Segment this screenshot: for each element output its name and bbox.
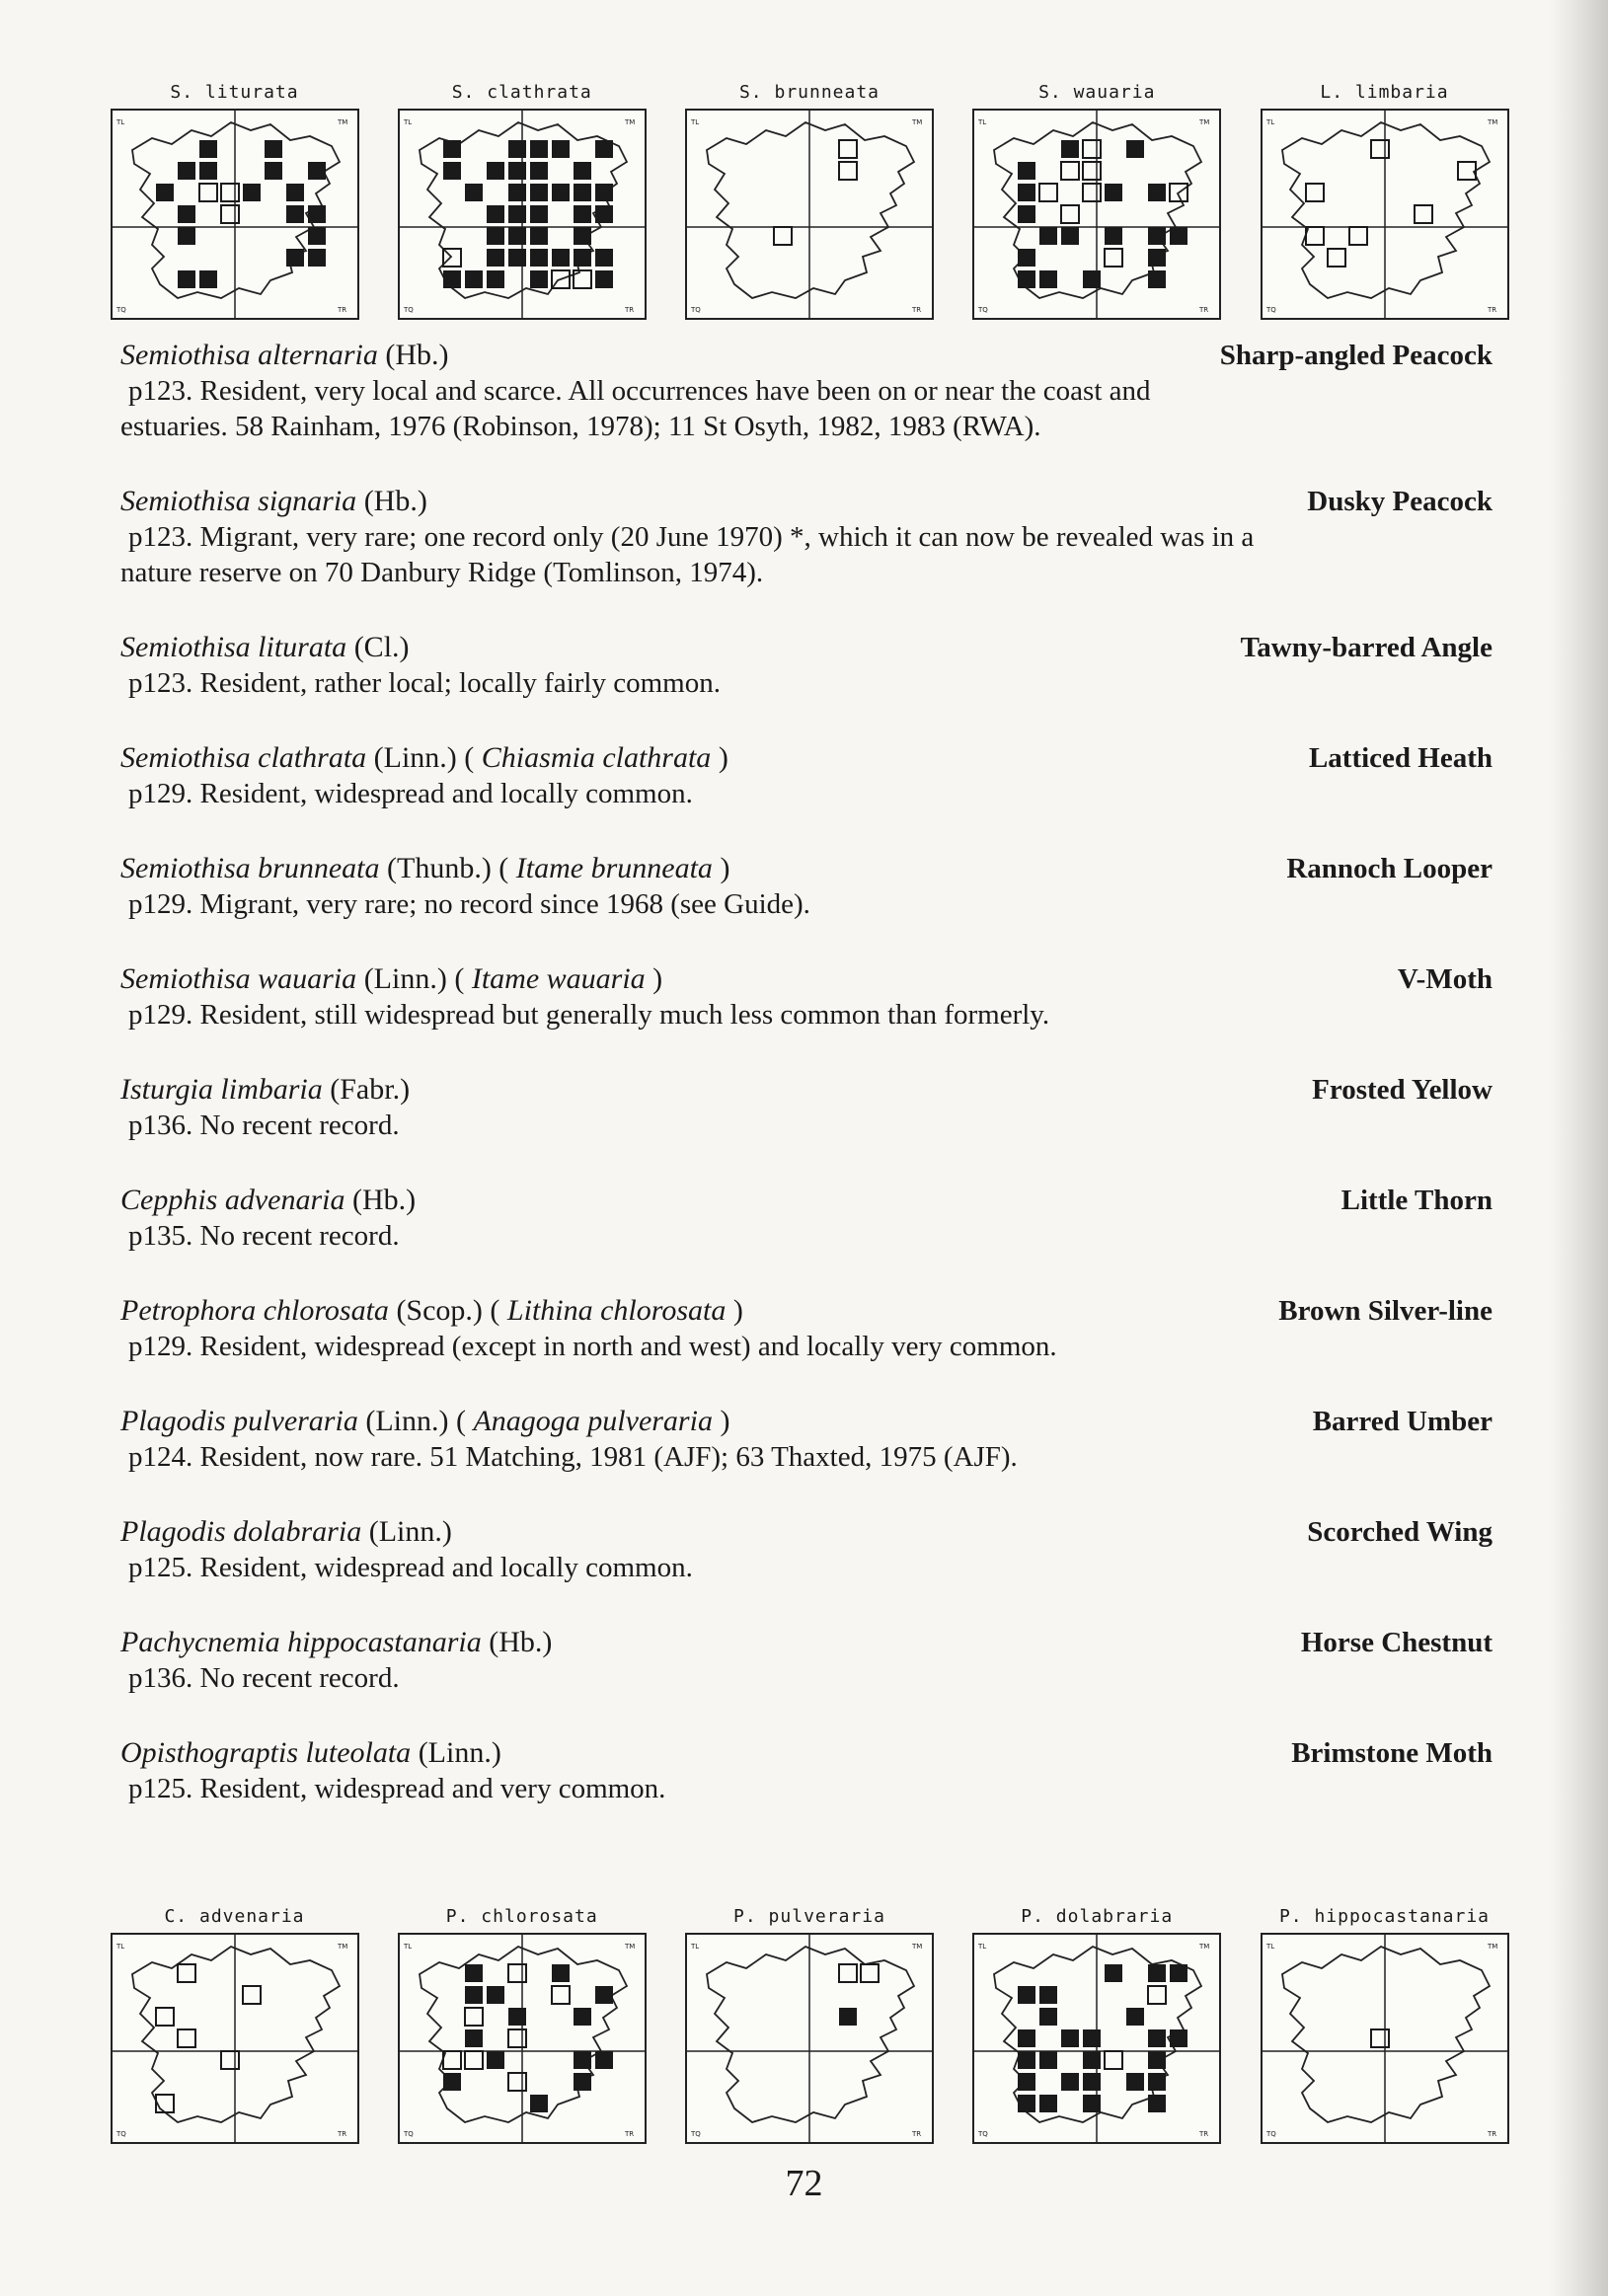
svg-text:TR: TR — [624, 306, 634, 314]
author: (Hb.) — [356, 485, 427, 517]
svg-text:TM: TM — [1199, 118, 1210, 126]
scientific-name: Cepphis advenaria — [120, 1184, 345, 1216]
entry-heading — [120, 961, 1493, 997]
entry-heading — [120, 740, 1493, 776]
entry-text: p129. Resident, widespread (except in north and west) and locally very common. — [128, 1331, 1057, 1362]
svg-text:TL: TL — [115, 1943, 124, 1951]
scientific-name-line — [120, 1625, 552, 1660]
scientific-name: Semiothisa alternaria — [120, 339, 378, 371]
svg-text:TQ: TQ — [115, 2130, 126, 2138]
scientific-name: Pachycnemia hippocastanaria — [120, 1626, 482, 1658]
species-entry — [120, 1735, 1493, 1806]
svg-text:TL: TL — [1265, 1943, 1274, 1951]
scientific-name-line — [120, 630, 410, 665]
svg-text:TM: TM — [624, 1943, 636, 1951]
scientific-name-line — [120, 851, 729, 886]
svg-text:TQ: TQ — [691, 306, 701, 314]
scientific-name-line — [120, 1293, 743, 1329]
common-name: Barred Umber — [1312, 1406, 1493, 1437]
map-label: S. brunneata — [738, 82, 881, 103]
entry-heading — [120, 1404, 1493, 1439]
essex-map-image — [685, 1933, 934, 2144]
entry-text: p129. Migrant, very rare; no record since 1968 (see Guide). — [128, 888, 810, 920]
entry-text: p124. Resident, now rare. 51 Matching, 1981 (AJF); 63 Thaxted, 1975 (AJF). — [128, 1441, 1018, 1473]
common-name: Latticed Heath — [1308, 742, 1493, 774]
svg-text:TQ: TQ — [1265, 306, 1276, 314]
svg-text:TR: TR — [337, 2130, 346, 2138]
entry-heading — [120, 1625, 1493, 1660]
scientific-name-line — [120, 484, 427, 519]
distribution-map — [109, 1905, 360, 2144]
synonym: Itame brunneata — [515, 852, 713, 884]
common-name: Rannoch Looper — [1286, 853, 1493, 884]
essex-map-image — [398, 109, 647, 320]
scientific-name-line — [120, 1404, 729, 1439]
map-label: S. liturata — [170, 82, 299, 103]
synonym-close: ) — [712, 1405, 730, 1437]
svg-text:TL: TL — [978, 118, 987, 126]
common-name: Brimstone Moth — [1291, 1737, 1493, 1769]
scientific-name: Isturgia limbaria — [120, 1073, 323, 1106]
author: (Linn.) ( — [366, 741, 482, 774]
distribution-map — [1259, 1905, 1510, 2144]
map-label: P. pulveraria — [733, 1906, 885, 1927]
species-entry — [120, 1072, 1493, 1143]
essex-map-image — [1261, 1933, 1509, 2144]
author: (Hb.) — [345, 1184, 417, 1216]
entry-text: p129. Resident, widespread and locally common. — [128, 778, 693, 809]
distribution-map — [1259, 81, 1510, 320]
svg-text:TR: TR — [1487, 306, 1496, 314]
author: (Linn.) — [361, 1515, 452, 1548]
page-edge-shadow — [1549, 0, 1608, 2296]
svg-text:TM: TM — [1487, 118, 1497, 126]
entry-text: p123. Migrant, very rare; one record only (20 June 1970) *, which it can now be revealed was in a — [128, 521, 1255, 553]
entry-text: p125. Resident, widespread and locally common. — [128, 1552, 693, 1583]
common-name: Horse Chestnut — [1300, 1627, 1493, 1658]
map-label: P. chlorosata — [445, 1906, 598, 1927]
entry-heading — [120, 1735, 1493, 1771]
entry-text: p123. Resident, very local and scarce. All occurrences have been on or near the coast and — [128, 375, 1151, 407]
synonym: Itame wauaria — [471, 962, 646, 995]
svg-text:TM: TM — [1487, 1943, 1497, 1951]
map-label: C. advenaria — [164, 1906, 305, 1927]
top-distribution-maps — [109, 81, 1510, 320]
entry-text: p129. Resident, still widespread but generally much less common than formerly. — [128, 999, 1050, 1031]
map-label: S. wauaria — [1038, 82, 1156, 103]
essex-map-image — [972, 109, 1221, 320]
scientific-name-line — [120, 961, 662, 997]
author: (Hb.) — [481, 1626, 553, 1658]
essex-map-image — [111, 109, 359, 320]
synonym-close: ) — [711, 741, 728, 774]
entry-heading — [120, 1293, 1493, 1329]
scientific-name: Opisthograptis luteolata — [120, 1736, 412, 1769]
distribution-map — [396, 1905, 648, 2144]
scientific-name: Semiothisa wauaria — [120, 962, 357, 995]
entry-text: p125. Resident, widespread and very common. — [128, 1773, 666, 1804]
scientific-name: Semiothisa signaria — [120, 485, 357, 517]
common-name: Brown Silver-line — [1278, 1295, 1493, 1327]
svg-text:TM: TM — [912, 118, 923, 126]
scientific-name-line — [120, 1735, 501, 1771]
essex-map-image — [111, 1933, 359, 2144]
svg-text:TR: TR — [1487, 2130, 1496, 2138]
entry-heading — [120, 851, 1493, 886]
distribution-map — [971, 1905, 1223, 2144]
scientific-name: Semiothisa clathrata — [120, 741, 367, 774]
map-label: L. limbaria — [1320, 82, 1449, 103]
species-entry — [120, 1404, 1493, 1475]
common-name: Little Thorn — [1340, 1185, 1493, 1216]
synonym-close: ) — [645, 962, 663, 995]
scientific-name: Plagodis dolabraria — [120, 1515, 362, 1548]
svg-text:TL: TL — [691, 118, 700, 126]
essex-map-image — [685, 109, 934, 320]
author: (Linn.) — [411, 1736, 501, 1769]
common-name: Scorched Wing — [1307, 1516, 1493, 1548]
common-name: Sharp-angled Peacock — [1219, 340, 1493, 371]
scientific-name: Semiothisa brunneata — [120, 852, 380, 884]
essex-map-image — [398, 1933, 647, 2144]
author: (Thunb.) ( — [379, 852, 516, 884]
svg-text:TM: TM — [1199, 1943, 1210, 1951]
svg-text:TQ: TQ — [403, 2130, 414, 2138]
species-entry — [120, 740, 1493, 811]
page-number: 72 — [785, 2163, 823, 2204]
svg-text:TR: TR — [1199, 2130, 1209, 2138]
entry-text: p136. No recent record. — [128, 1662, 400, 1694]
author: (Scop.) ( — [388, 1294, 507, 1327]
svg-text:TQ: TQ — [1265, 2130, 1276, 2138]
species-list — [120, 338, 1493, 1846]
scientific-name: Plagodis pulveraria — [120, 1405, 358, 1437]
map-label: P. hippocastanaria — [1278, 1906, 1491, 1927]
svg-text:TM: TM — [337, 1943, 347, 1951]
species-entry — [120, 338, 1493, 444]
scientific-name-line — [120, 1514, 452, 1550]
synonym-close: ) — [712, 852, 730, 884]
distribution-map — [109, 81, 360, 320]
species-entry — [120, 851, 1493, 922]
essex-map-image — [972, 1933, 1221, 2144]
entry-heading — [120, 484, 1493, 519]
svg-text:TQ: TQ — [691, 2130, 701, 2138]
scientific-name-line — [120, 1183, 416, 1218]
species-entry — [120, 484, 1493, 590]
author: (Hb.) — [377, 339, 449, 371]
svg-text:TM: TM — [912, 1943, 923, 1951]
distribution-map — [971, 81, 1223, 320]
common-name: V-Moth — [1397, 963, 1493, 995]
entry-heading — [120, 630, 1493, 665]
entry-heading — [120, 338, 1493, 373]
entry-text: p123. Resident, rather local; locally fairly common. — [128, 667, 721, 699]
svg-text:TL: TL — [978, 1943, 987, 1951]
species-entry — [120, 630, 1493, 701]
svg-text:TM: TM — [624, 118, 636, 126]
author: (Linn.) ( — [357, 1405, 474, 1437]
common-name: Tawny-barred Angle — [1240, 632, 1493, 663]
species-entry — [120, 1514, 1493, 1585]
scientific-name: Petrophora chlorosata — [120, 1294, 389, 1327]
entry-text: p136. No recent record. — [128, 1110, 400, 1141]
svg-text:TQ: TQ — [978, 2130, 989, 2138]
svg-text:TL: TL — [115, 118, 124, 126]
species-entry — [120, 1293, 1493, 1364]
svg-text:TL: TL — [403, 118, 412, 126]
essex-map-image — [1261, 109, 1509, 320]
map-label: P. dolabraria — [1021, 1906, 1174, 1927]
common-name: Frosted Yellow — [1312, 1074, 1493, 1106]
entry-heading — [120, 1072, 1493, 1108]
svg-text:TR: TR — [1199, 306, 1209, 314]
svg-text:TL: TL — [1265, 118, 1274, 126]
svg-text:TM: TM — [337, 118, 347, 126]
entry-heading — [120, 1514, 1493, 1550]
scientific-name-line — [120, 1072, 410, 1108]
entry-heading — [120, 1183, 1493, 1218]
svg-text:TR: TR — [912, 2130, 922, 2138]
map-label: S. clathrata — [451, 82, 592, 103]
distribution-map — [684, 81, 936, 320]
svg-text:TQ: TQ — [978, 306, 989, 314]
svg-text:TL: TL — [691, 1943, 700, 1951]
entry-text-continued: estuaries. 58 Rainham, 1976 (Robinson, 1978); 11 St Osyth, 1982, 1983 (RWA). — [120, 411, 1041, 442]
entry-text-continued: nature reserve on 70 Danbury Ridge (Tomlinson, 1974). — [120, 557, 764, 588]
svg-text:TR: TR — [912, 306, 922, 314]
synonym-close: ) — [726, 1294, 743, 1327]
species-entry — [120, 1625, 1493, 1696]
svg-text:TQ: TQ — [115, 306, 126, 314]
distribution-map — [396, 81, 648, 320]
scientific-name-line — [120, 338, 449, 373]
species-entry — [120, 1183, 1493, 1254]
synonym: Anagoga pulveraria — [473, 1405, 713, 1437]
scientific-name-line — [120, 740, 728, 776]
author: (Cl.) — [346, 631, 410, 663]
synonym: Lithina chlorosata — [506, 1294, 727, 1327]
entry-text: p135. No recent record. — [128, 1220, 400, 1252]
scientific-name: Semiothisa liturata — [120, 631, 347, 663]
author: (Linn.) ( — [356, 962, 472, 995]
species-entry — [120, 961, 1493, 1033]
synonym: Chiasmia clathrata — [481, 741, 712, 774]
common-name: Dusky Peacock — [1307, 486, 1493, 517]
svg-text:TR: TR — [624, 2130, 634, 2138]
svg-text:TQ: TQ — [403, 306, 414, 314]
svg-text:TL: TL — [403, 1943, 412, 1951]
distribution-map — [684, 1905, 936, 2144]
svg-text:TR: TR — [337, 306, 346, 314]
author: (Fabr.) — [322, 1073, 411, 1106]
